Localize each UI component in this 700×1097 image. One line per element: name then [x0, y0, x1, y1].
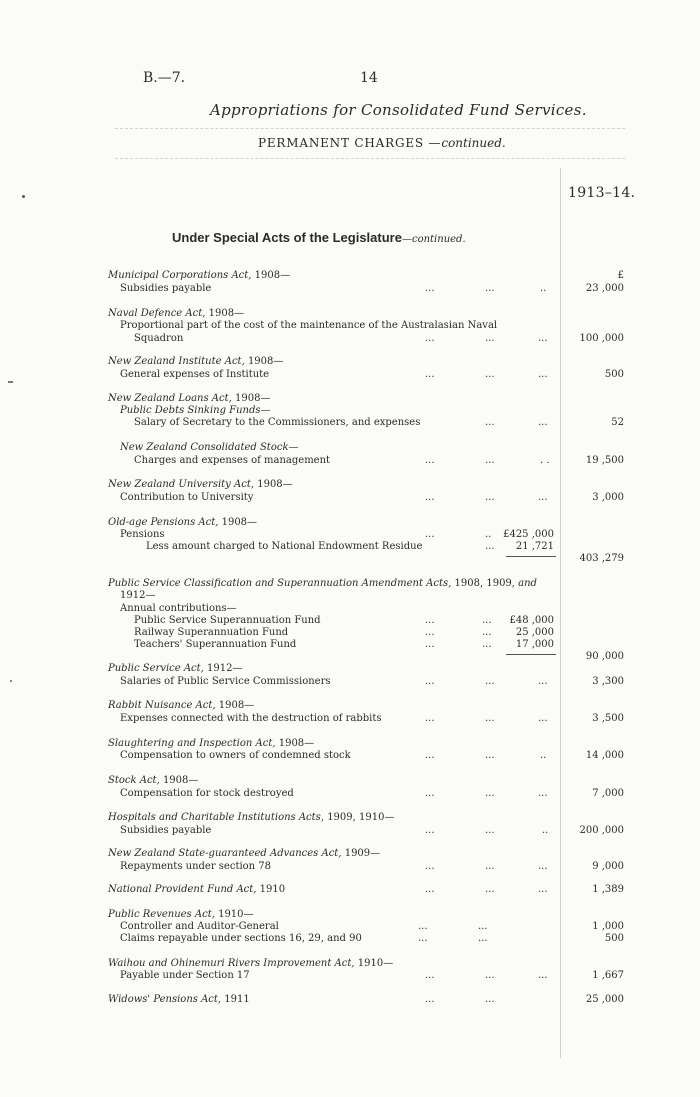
leader: ... [425, 750, 435, 761]
leader: ... [482, 615, 492, 626]
act-public-service-classification: Public Service Classification and Superannuation Amendment Acts, 1908, 1909, and [108, 578, 537, 589]
line-railway-superannuation: Railway Superannuation Fund [134, 627, 289, 638]
leader: ... [485, 825, 495, 836]
leader: ... [482, 627, 492, 638]
act-stock: Stock Act, 1908— [108, 775, 199, 786]
line-consolidated-stock: Charges and expenses of management [134, 455, 331, 466]
line-section-17: Payable under Section 17 [120, 970, 250, 981]
leader: ... [538, 417, 548, 428]
act-university: New Zealand University Act, 1908— [108, 479, 293, 490]
act-public-revenues: Public Revenues Act, 1910— [108, 909, 254, 920]
line-auditor-general: Controller and Auditor-General [120, 921, 279, 932]
leader: ... [538, 676, 548, 687]
amount-waihou: 1 ,667 [592, 970, 624, 981]
line-naval-2: Squadron [134, 333, 184, 344]
act-municipal: Municipal Corporations Act, 1908— [108, 270, 291, 281]
leader: ... [425, 529, 435, 540]
amount-public-service: 3 ,300 [592, 676, 624, 687]
leader: ... [478, 921, 488, 932]
page-ref: B.—7. [143, 70, 186, 86]
line-ps-commissioners: Salaries of Public Service Commissioners [120, 676, 331, 687]
amount-rabbit: 3 ,500 [592, 713, 624, 724]
page-number: 14 [360, 70, 378, 86]
leader: ... [485, 788, 495, 799]
leader: ... [485, 970, 495, 981]
leader: ... [425, 615, 435, 626]
act-rabbit-nuisance: Rabbit Nuisance Act, 1908— [108, 700, 255, 711]
leader: ... [485, 369, 495, 380]
amount-stock: 7 ,000 [592, 788, 624, 799]
line-university: Contribution to University [120, 492, 254, 503]
leader: .. [540, 283, 547, 294]
act-nz-institute: New Zealand Institute Act, 1908— [108, 356, 284, 367]
leader: ... [538, 333, 548, 344]
subtotal-rule [506, 556, 556, 557]
act-state-guaranteed: New Zealand State-guaranteed Advances Act, 1909— [108, 848, 381, 859]
line-municipal: Subsidies payable [120, 283, 212, 294]
amount-naval: 100 ,000 [579, 333, 624, 344]
leader: ... [418, 933, 428, 944]
header-divider [115, 128, 625, 129]
leader: ... [485, 492, 495, 503]
amount-auditor-general: 1 ,000 [592, 921, 624, 932]
leader: ... [485, 861, 495, 872]
line-nz-loans: Salary of Secretary to the Commissioners, and expenses [134, 417, 421, 428]
leader: ... [485, 994, 495, 1005]
inner-amount-ps: £48 ,000 [509, 615, 554, 626]
line-ps-superannuation: Public Service Superannuation Fund [134, 615, 321, 626]
leader: ... [425, 455, 435, 466]
scan-speck [8, 381, 13, 383]
amount-widows-pensions: 25 ,000 [585, 994, 624, 1005]
year-column-heading: 1913–14. [568, 185, 636, 201]
line-naval-1: Proportional part of the cost of the maintenance of the Australasian Naval [120, 320, 498, 331]
leader: ... [425, 861, 435, 872]
line-hospital-subsidies: Subsidies payable [120, 825, 212, 836]
leader: . . [540, 455, 550, 466]
amount-public-service-classification: 90 ,000 [585, 651, 624, 662]
page-title: Appropriations for Consolidated Fund Services. [210, 101, 587, 119]
inner-amount-teachers: 17 ,000 [515, 639, 554, 650]
leader: ... [485, 713, 495, 724]
leader: ... [425, 788, 435, 799]
page-subtitle: PERMANENT CHARGES —continued. [258, 136, 506, 150]
act-widows-pensions: Widows' Pensions Act, 1911 [108, 994, 250, 1005]
leader: .. [542, 825, 549, 836]
leader: ... [485, 541, 495, 552]
act-national-provident: National Provident Fund Act, 1910 [108, 884, 286, 895]
act-waihou-ohinemuri: Waihou and Ohinemuri Rivers Improvement Act, 1910— [108, 958, 394, 969]
inner-amount-less: 21 ,721 [515, 541, 554, 552]
sub-sinking-funds: Public Debts Sinking Funds— [120, 405, 271, 416]
act-naval: Naval Defence Act, 1908— [108, 308, 245, 319]
amount-slaughtering: 14 ,000 [585, 750, 624, 761]
line-less-endowment: Less amount charged to National Endowment Residue [146, 541, 423, 552]
subtotal-rule [506, 654, 556, 655]
line-nz-institute: General expenses of Institute [120, 369, 270, 380]
leader: ... [425, 970, 435, 981]
subtitle-divider [115, 158, 625, 159]
act-hospitals: Hospitals and Charitable Institutions Acts, 1909, 1910— [108, 812, 395, 823]
amount-national-provident: 1 ,389 [592, 884, 624, 895]
leader: ... [425, 676, 435, 687]
leader: ... [425, 825, 435, 836]
leader: ... [482, 639, 492, 650]
leader: ... [425, 884, 435, 895]
line-condemned-stock: Compensation to owners of condemned stock [120, 750, 351, 761]
leader: .. [485, 529, 492, 540]
amount-hospitals: 200 ,000 [579, 825, 624, 836]
leader: ... [425, 713, 435, 724]
leader: ... [425, 333, 435, 344]
line-claims-repayable: Claims repayable under sections 16, 29, and 90 [120, 933, 362, 944]
inner-amount-pensions: £425 ,000 [503, 529, 554, 540]
leader: ... [485, 750, 495, 761]
line-stock-destroyed: Compensation for stock destroyed [120, 788, 294, 799]
act-public-service: Public Service Act, 1912— [108, 663, 243, 674]
leader: ... [485, 884, 495, 895]
leader: ... [425, 627, 435, 638]
amount-municipal: 23 ,000 [585, 283, 624, 294]
leader: ... [425, 283, 435, 294]
leader: ... [425, 994, 435, 1005]
leader: ... [425, 369, 435, 380]
leader: ... [418, 921, 428, 932]
leader: ... [485, 333, 495, 344]
leader: ... [538, 492, 548, 503]
act-old-age-pensions: Old-age Pensions Act, 1908— [108, 517, 258, 528]
leader: ... [425, 639, 435, 650]
amount-consolidated-stock: 19 ,500 [585, 455, 624, 466]
sub-consolidated-stock: New Zealand Consolidated Stock— [120, 442, 299, 453]
leader: ... [485, 676, 495, 687]
sub-annual-contributions: Annual contributions— [120, 603, 237, 614]
section-heading: Under Special Acts of the Legislature—continued. [172, 230, 466, 245]
leader: ... [538, 861, 548, 872]
line-teachers-superannuation: Teachers' Superannuation Fund [134, 639, 297, 650]
leader: .. [540, 750, 547, 761]
leader: ... [538, 884, 548, 895]
line-rabbits: Expenses connected with the destruction of rabbits [120, 713, 382, 724]
leader: ... [485, 283, 495, 294]
inner-amount-railway: 25 ,000 [515, 627, 554, 638]
line-pensions: Pensions [120, 529, 165, 540]
leader: ... [485, 417, 495, 428]
leader: ... [485, 455, 495, 466]
leader: ... [538, 788, 548, 799]
amount-old-age-pensions: 403 ,279 [579, 553, 624, 564]
leader: ... [478, 933, 488, 944]
amount-nz-loans: 52 [611, 417, 624, 428]
amount-state-guaranteed: 9 ,000 [592, 861, 624, 872]
scan-speck [10, 680, 12, 682]
currency-symbol: £ [617, 270, 624, 281]
line-repayments: Repayments under section 78 [120, 861, 272, 872]
amount-university: 3 ,000 [592, 492, 624, 503]
leader: ... [538, 369, 548, 380]
act-year: 1912— [120, 590, 156, 601]
leader: ... [425, 492, 435, 503]
leader: ... [538, 713, 548, 724]
amount-nz-institute: 500 [604, 369, 624, 380]
leader: ... [538, 970, 548, 981]
act-slaughtering: Slaughtering and Inspection Act, 1908— [108, 738, 315, 749]
scan-speck [22, 195, 25, 198]
amount-claims-repayable: 500 [604, 933, 624, 944]
act-nz-loans: New Zealand Loans Act, 1908— [108, 393, 271, 404]
